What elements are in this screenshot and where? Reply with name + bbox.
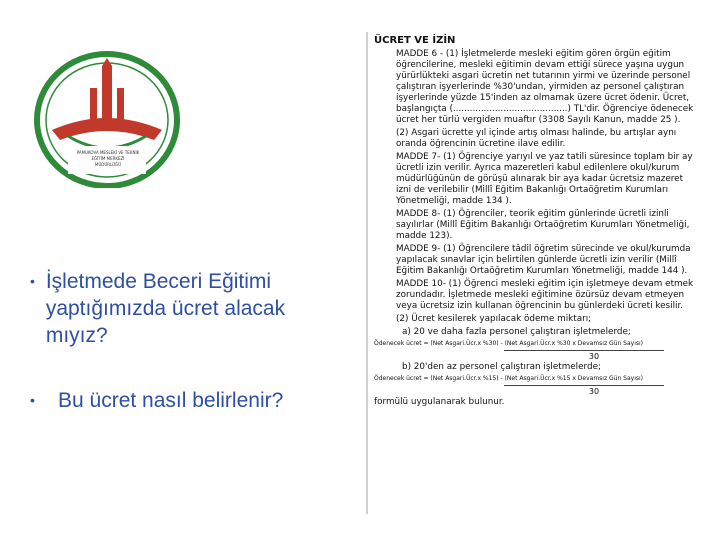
bullet-item — [30, 268, 350, 349]
formula-denominator: 30 — [588, 387, 600, 396]
bullet-icon: • — [30, 273, 35, 289]
article-10-1: MADDE 10- (1) Öğrenci mesleki eğitim için işletmeye devam etmek zorundadır. İşletmede mesleki eğitimine özürsüz devam etmeyen veya ücretsiz izin kullanan öğrencinin bu günlerdeki ücreti kesilir. — [396, 279, 694, 311]
article-10-2: (2) Ücret kesilerek yapılacak ödeme miktarı; — [396, 314, 592, 324]
case-b: b) 20'den az personel çalıştıran işletmelerde; — [402, 362, 601, 372]
logo-line: EĞİTİM MERKEZİ — [91, 156, 125, 161]
formula-denominator: 30 — [588, 352, 600, 361]
article-8: MADDE 8- (1) Öğrenciler, teorik eğitim günlerinde ücretli izinli sayılırlar (Millî Eğitim Bakanlığı Ortaöğretim Kurumları Yönetmeliği, madde 123). — [396, 209, 690, 241]
logo-line: PAMUKOVA MESLEKİ VE TEKNİK — [76, 150, 140, 155]
article-6-1: MADDE 6 - (1) İşletmelerde mesleki eğitim gören örgün eğitim öğrencilerine, mesleki eğitimin devam ettiği sürece yaşına uygun yürürlükteki asgari ücretin net tutarının yirmi ve üzerinde personel çalıştıran işyerlerinde %30'undan, yirmiden az personel çalıştıran işyerlerinde yüzde 15'inden az olmamak üzere ücret ödenir. Ücret, başlangıçta (.........................................) TL'dir. Öğrenciye ödenecek ücret her türlü vergiden muaftır (3308 Sayılı Kanun, madde 25 ). — [396, 49, 694, 125]
case-a: a) 20 ve daha fazla personel çalıştıran işletmelerde; — [402, 327, 631, 337]
bullet-icon: • — [30, 392, 35, 408]
formula-a: Ödenecek ücret = (Net Asgari.Ücr.x %30) - (Net Asgari.Ücr.x %30 x Devamsız Gün Sayısı) — [374, 340, 644, 347]
bullet-list — [30, 268, 350, 452]
bullet-text: Bu ücret nasıl belirlenir? — [58, 389, 284, 412]
formula-b: Ödenecek ücret = (Net Asgari.Ücr.x %15) - (Net Asgari.Ücr.x %15 x Devamsız Gün Sayısı) — [374, 375, 644, 382]
school-logo — [28, 48, 186, 188]
bullet-text: İşletmede Beceri Eğitimi yaptığımızda ücret alacak mıyız? — [45, 270, 286, 347]
doc-title: ÜCRET VE İZİN — [374, 35, 456, 46]
article-6-2: (2) Asgari ücrette yıl içinde artış olması halinde, bu artışlar aynı oranda öğrencinin ücretine ilave edilir. — [396, 128, 677, 149]
formula-conclusion: formülü uygulanarak bulunur. — [374, 397, 505, 407]
regulation-document-image — [366, 32, 702, 514]
article-9: MADDE 9- (1) Öğrencilere tâdil öğretim sürecinde ve okul/kurumda yapılacak sınavlar için belirtilen günlerde ücretli izin verilir (Millî Eğitim Bakanlığı Ortaöğretim Kurumları Yönetmeliği, madde 144 ). — [396, 244, 691, 276]
article-7: MADDE 7- (1) Öğrenciye yarıyıl ve yaz tatili süresince toplam bir ay ücretli izin verilir. Ayrıca mazeretleri kabul edilenlere okul/kurum müdürlüğünün de görüşü alınarak bir aya kadar ücretsiz mazeret izni de verilebilir (Millî Eğitim Bakanlığı Ortaöğretim Kurumları Yönetmeliği, madde 134 ). — [396, 152, 693, 206]
logo-line: MÜDÜRLÜĞÜ — [94, 162, 122, 167]
bullet-item — [30, 387, 350, 414]
